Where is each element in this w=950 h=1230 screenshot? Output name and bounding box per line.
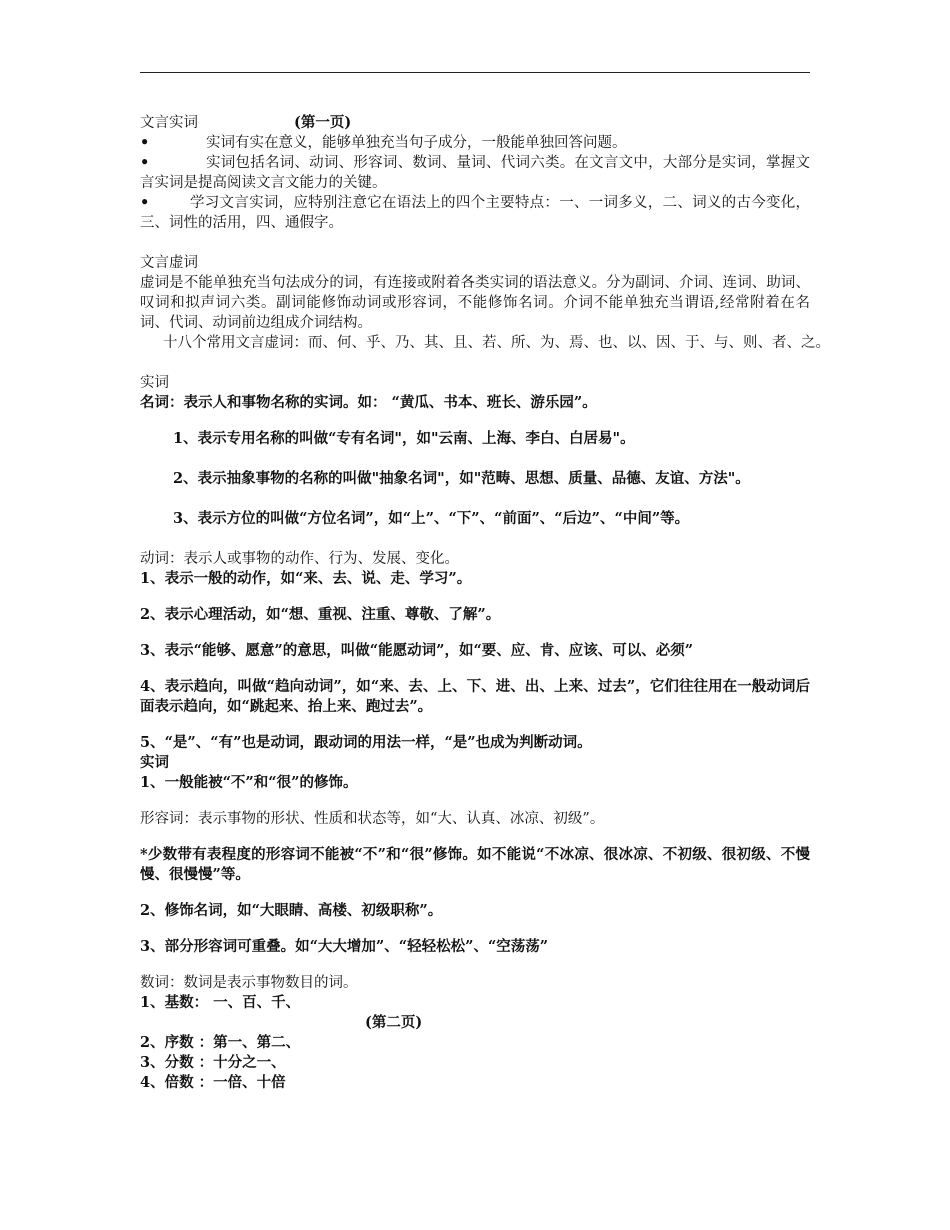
- adj-note: *少数带有表程度的形容词不能被“不”和“很”修饰。如不能说“不冰凉、很冰凉、不初级、很初级、不慢慢、很慢慢”等。: [140, 846, 810, 883]
- bullet-dot-icon: •: [140, 134, 150, 151]
- numeral-item: 4、倍数 ：一倍、十倍: [140, 1074, 286, 1091]
- numeral-item: 3、分数 ：十分之一、: [140, 1054, 286, 1071]
- section-title: 文言实词: [140, 115, 198, 131]
- page-label-1: (第一页): [294, 114, 352, 131]
- noun-definition: 名词：表示人和事物名称的实词。如： “黄瓜、书本、班长、游乐园”。: [140, 394, 597, 411]
- noun-item: 1、表示专用名称的叫做“专有名词"，如"云南、上海、李白、白居易"。: [173, 430, 635, 447]
- adj-heading: 实词: [140, 754, 169, 771]
- page-label-2: (第二页): [365, 1014, 423, 1031]
- noun-item: 2、表示抽象事物的名称的叫做"抽象名词"，如"范畴、思想、质量、品德、友谊、方法"。: [173, 470, 750, 487]
- verb-definition: 动词：表示人或事物的动作、行为、发展、变化。: [140, 551, 459, 567]
- header-rule: [140, 72, 810, 73]
- noun-heading: 实词: [140, 375, 169, 391]
- adj-item: 3、部分形容词可重叠。如“大大增加”、“轻轻松松”、“空荡荡”: [140, 938, 549, 955]
- verb-item: 1、表示一般的动作，如“来、去、说、走、学习”。: [140, 570, 472, 587]
- xuci-paragraph: 虚词是不能单独充当句法成分的词，有连接或附着各类实词的语法意义。分为副词、介词、连词、助词、叹词和拟声词六类。副词能修饰动词或形容词，不能修饰名词。介词不能单独充当谓语,经常附着在名词、代词、动词前边组成介词结构。: [140, 275, 810, 331]
- adj-item: 1、一般能被“不”和“很”的修饰。: [140, 774, 358, 791]
- bullet-dot-icon: •: [140, 154, 150, 171]
- numeral-item: 1、基数： 一、百、千、: [140, 994, 301, 1011]
- verb-item: 3、表示“能够、愿意”的意思，叫做“能愿动词”，如“要、应、肯、应该、可以、必须”: [140, 642, 694, 659]
- adj-item: 2、修饰名词，如“大眼睛、高楼、初级职称”。: [140, 902, 443, 919]
- bullet-item: • 实词包括名词、动词、形容词、数词、量词、代词六类。在文言文中，大部分是实词，掌握文言实词是提高阅读文言文能力的关键。: [140, 154, 810, 191]
- title-line: [140, 113, 810, 133]
- verb-item: 2、表示心理活动，如“想、重视、注重、尊敬、了解”。: [140, 606, 501, 623]
- verb-item: 4、表示趋向，叫做“趋向动词”，如“来、去、上、下、进、出、上来、过去”，它们往往用在一般动词后面表示趋向，如“跳起来、抬上来、跑过去”。: [140, 678, 810, 715]
- xuci-list: 十八个常用文言虚词：而、何、乎、乃、其、且、若、所、为、焉、也、以、因、于、与、则、者、之。: [163, 335, 830, 351]
- bullet-item: • 学习文言实词，应特别注意它在语法上的四个主要特点：一、一词多义，二、词义的古今变化，三、词性的活用，四、通假字。: [140, 194, 810, 231]
- numeral-item: 2、序数 ：第一、第二、: [140, 1034, 301, 1051]
- document-body: [140, 113, 830, 1093]
- numeral-definition: 数词：数词是表示事物数目的词。: [140, 975, 358, 991]
- noun-item: 3、表示方位的叫做“方位名词”，如“上”、“下”、“前面”、“后边”、“中间”等。: [173, 510, 690, 527]
- verb-item: 5、“是”、“有”也是动词，跟动词的用法一样，“是”也成为判断动词。: [140, 734, 592, 751]
- bullet-item: • 实词有实在意义，能够单独充当句子成分，一般能单独回答问题。: [140, 134, 627, 151]
- adj-definition: 形容词：表示事物的形状、性质和状态等，如“大、认真、冰凉、初级”。: [140, 811, 605, 827]
- bullet-dot-icon: •: [140, 194, 150, 211]
- xuci-heading: 文言虚词: [140, 255, 198, 271]
